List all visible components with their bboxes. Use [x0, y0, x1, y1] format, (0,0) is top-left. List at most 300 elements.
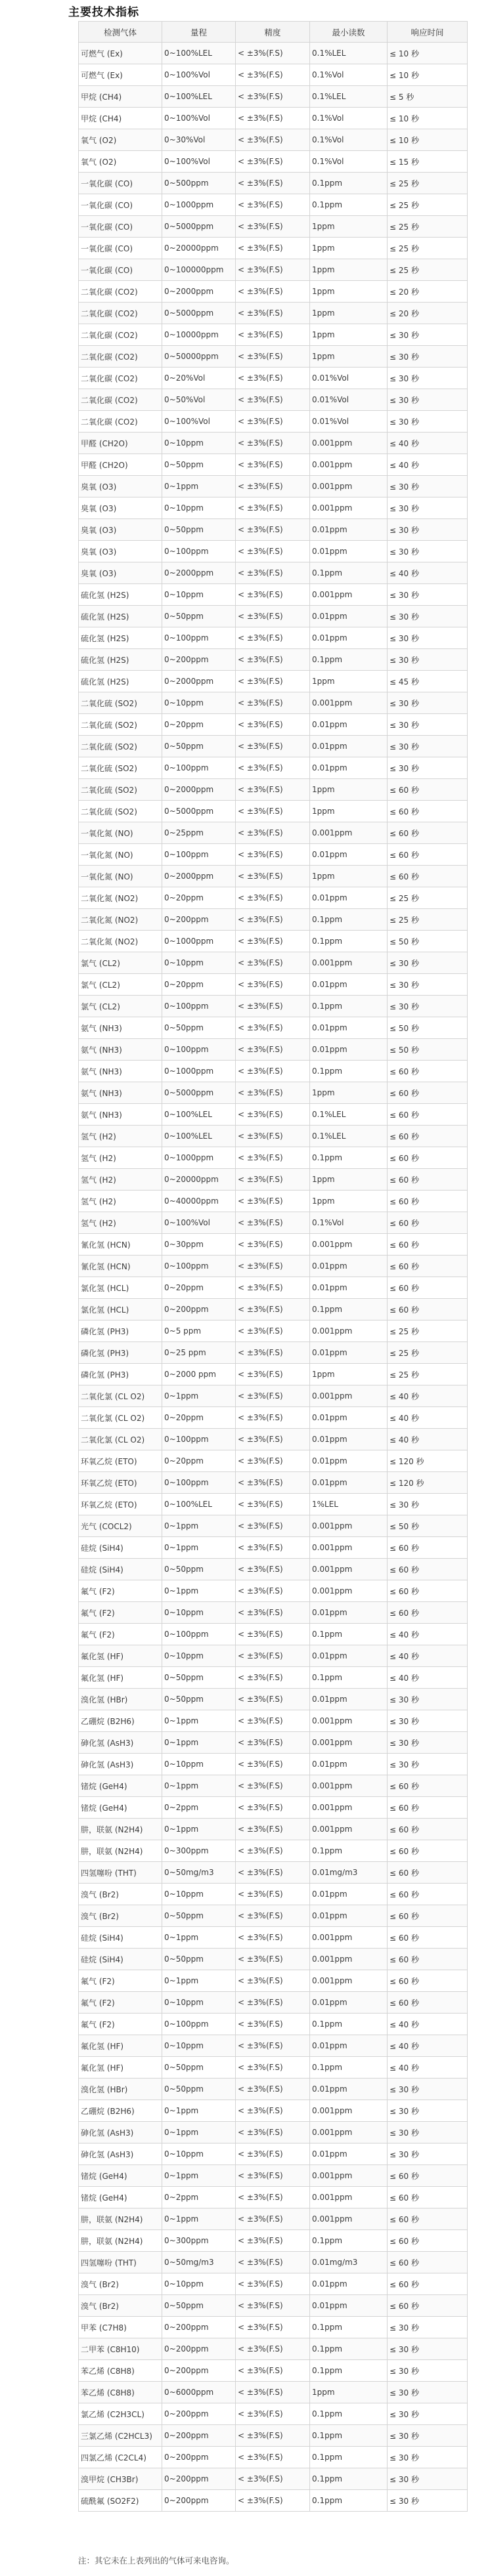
range-cell: 0~50ppm — [162, 1949, 236, 1970]
range-cell: 0~2000ppm — [162, 671, 236, 692]
response-time-cell: ≤ 30 秒 — [388, 368, 468, 389]
range-cell: 0~200ppm — [162, 2425, 236, 2447]
response-time-cell: ≤ 30 秒 — [388, 649, 468, 671]
gas-cell: 甲醛 (CH2O) — [79, 433, 162, 454]
gas-cell: 砷化氢 (AsH3) — [79, 2122, 162, 2143]
accuracy-cell: < ±3%(F.S) — [236, 2100, 310, 2122]
response-time-cell: ≤ 50 秒 — [388, 1515, 468, 1537]
resolution-cell: 1ppm — [310, 216, 388, 238]
range-cell: 0~2ppm — [162, 2187, 236, 2208]
resolution-cell: 0.001ppm — [310, 1775, 388, 1797]
resolution-cell: 1ppm — [310, 1169, 388, 1191]
resolution-cell: 0.1ppm — [310, 649, 388, 671]
accuracy-cell: < ±3%(F.S) — [236, 1472, 310, 1494]
resolution-cell: 0.01ppm — [310, 541, 388, 562]
table-row — [79, 238, 468, 259]
response-time-cell: ≤ 30 秒 — [388, 757, 468, 779]
resolution-cell: 0.001ppm — [310, 1819, 388, 1840]
gas-cell: 硅烷 (SiH4) — [79, 1927, 162, 1949]
gas-cell: 氯化氢 (HCL) — [79, 1277, 162, 1299]
range-cell: 0~40000ppm — [162, 1191, 236, 1212]
response-time-cell: ≤ 60 秒 — [388, 822, 468, 844]
range-cell: 0~30ppm — [162, 1234, 236, 1256]
gas-cell: 四氯乙烯 (C2CL4) — [79, 2447, 162, 2468]
resolution-cell: 0.01ppm — [310, 2295, 388, 2317]
gas-cell: 氯气 (CL2) — [79, 996, 162, 1017]
header-row — [79, 22, 468, 43]
table-row — [79, 1299, 468, 1320]
table-row — [79, 2143, 468, 2165]
accuracy-cell: < ±3%(F.S) — [236, 2425, 310, 2447]
response-time-cell: ≤ 30 秒 — [388, 1754, 468, 1775]
range-cell: 0~200ppm — [162, 2317, 236, 2338]
range-cell: 0~1ppm — [162, 2165, 236, 2187]
response-time-cell: ≤ 60 秒 — [388, 1992, 468, 2014]
response-time-cell: ≤ 30 秒 — [388, 627, 468, 649]
resolution-cell: 0.1%LEL — [310, 86, 388, 108]
table-row — [79, 64, 468, 86]
response-time-cell: ≤ 15 秒 — [388, 151, 468, 173]
gas-cell: 砷化氢 (AsH3) — [79, 1732, 162, 1754]
gas-cell: 二氧化碳 (CO2) — [79, 368, 162, 389]
resolution-cell: 1ppm — [310, 324, 388, 346]
accuracy-cell: < ±3%(F.S) — [236, 194, 310, 216]
table-row — [79, 1450, 468, 1472]
accuracy-cell: < ±3%(F.S) — [236, 562, 310, 584]
resolution-cell: 0.001ppm — [310, 1970, 388, 1992]
resolution-cell: 0.01ppm — [310, 887, 388, 909]
gas-cell: 硫化氢 (H2S) — [79, 671, 162, 692]
accuracy-cell: < ±3%(F.S) — [236, 952, 310, 974]
range-cell: 0~100ppm — [162, 1039, 236, 1061]
resolution-cell: 0.01ppm — [310, 1407, 388, 1429]
table-row — [79, 108, 468, 129]
range-cell: 0~100ppm — [162, 1429, 236, 1450]
table-row — [79, 1927, 468, 1949]
range-cell: 0~100ppm — [162, 1472, 236, 1494]
table-row — [79, 1039, 468, 1061]
range-cell: 0~50%Vol — [162, 389, 236, 411]
range-cell: 0~1ppm — [162, 2208, 236, 2230]
table-row — [79, 1710, 468, 1732]
accuracy-cell: < ±3%(F.S) — [236, 1256, 310, 1277]
range-cell: 0~300ppm — [162, 1840, 236, 1862]
range-cell: 0~10ppm — [162, 2273, 236, 2295]
range-cell: 0~1ppm — [162, 1537, 236, 1559]
table-row — [79, 1819, 468, 1840]
response-time-cell: ≤ 25 秒 — [388, 909, 468, 931]
resolution-cell: 0.1ppm — [310, 2338, 388, 2360]
gas-cell: 乙硼烷 (B2H6) — [79, 1710, 162, 1732]
response-time-cell: ≤ 60 秒 — [388, 1147, 468, 1169]
range-cell: 0~10ppm — [162, 1602, 236, 1624]
response-time-cell: ≤ 30 秒 — [388, 346, 468, 368]
gas-cell: 氟气 (F2) — [79, 1992, 162, 2014]
response-time-cell: ≤ 60 秒 — [388, 779, 468, 801]
resolution-cell: 0.001ppm — [310, 1797, 388, 1819]
table-row — [79, 1104, 468, 1126]
resolution-cell: 0.1%Vol — [310, 129, 388, 151]
response-time-cell: ≤ 30 秒 — [388, 606, 468, 627]
gas-cell: 二氧化硫 (SO2) — [79, 779, 162, 801]
response-time-cell: ≤ 30 秒 — [388, 519, 468, 541]
table-row — [79, 2295, 468, 2317]
gas-cell: 溴气 (Br2) — [79, 2273, 162, 2295]
resolution-cell: 1ppm — [310, 801, 388, 822]
resolution-cell: 0.01ppm — [310, 2143, 388, 2165]
resolution-cell: 0.01ppm — [310, 1645, 388, 1667]
range-cell: 0~200ppm — [162, 2338, 236, 2360]
resolution-cell: 0.1ppm — [310, 1840, 388, 1862]
accuracy-cell: < ±3%(F.S) — [236, 714, 310, 736]
table-row — [79, 194, 468, 216]
resolution-cell: 0.01ppm — [310, 1039, 388, 1061]
gas-cell: 一氧化碳 (CO) — [79, 216, 162, 238]
range-cell: 0~30%Vol — [162, 129, 236, 151]
header-gas: 检测气体 — [79, 22, 162, 43]
table-row — [79, 974, 468, 996]
accuracy-cell: < ±3%(F.S) — [236, 2295, 310, 2317]
accuracy-cell: < ±3%(F.S) — [236, 801, 310, 822]
gas-cell: 二氧化碳 (CO2) — [79, 346, 162, 368]
accuracy-cell: < ±3%(F.S) — [236, 887, 310, 909]
resolution-cell: 0.001ppm — [310, 2187, 388, 2208]
response-time-cell: ≤ 60 秒 — [388, 1212, 468, 1234]
accuracy-cell: < ±3%(F.S) — [236, 1061, 310, 1082]
response-time-cell: ≤ 25 秒 — [388, 1364, 468, 1385]
response-time-cell: ≤ 30 秒 — [388, 324, 468, 346]
table-row — [79, 2425, 468, 2447]
accuracy-cell: < ±3%(F.S) — [236, 1537, 310, 1559]
response-time-cell: ≤ 30 秒 — [388, 1710, 468, 1732]
accuracy-cell: < ±3%(F.S) — [236, 2490, 310, 2512]
range-cell: 0~10ppm — [162, 584, 236, 606]
accuracy-cell: < ±3%(F.S) — [236, 2208, 310, 2230]
response-time-cell: ≤ 30 秒 — [388, 736, 468, 757]
response-time-cell: ≤ 30 秒 — [388, 996, 468, 1017]
range-cell: 0~20ppm — [162, 1407, 236, 1429]
response-time-cell: ≤ 40 秒 — [388, 2014, 468, 2035]
resolution-cell: 0.001ppm — [310, 1949, 388, 1970]
accuracy-cell: < ±3%(F.S) — [236, 476, 310, 497]
resolution-cell: 0.001ppm — [310, 2100, 388, 2122]
accuracy-cell: < ±3%(F.S) — [236, 671, 310, 692]
response-time-cell: ≤ 25 秒 — [388, 259, 468, 281]
accuracy-cell: < ±3%(F.S) — [236, 1819, 310, 1840]
table-row — [79, 259, 468, 281]
table-row — [79, 1061, 468, 1082]
gas-cell: 氢气 (H2) — [79, 1169, 162, 1191]
accuracy-cell: < ±3%(F.S) — [236, 259, 310, 281]
gas-cell: 氢气 (H2) — [79, 1191, 162, 1212]
range-cell: 0~1ppm — [162, 2100, 236, 2122]
table-row — [79, 671, 468, 692]
accuracy-cell: < ±3%(F.S) — [236, 86, 310, 108]
range-cell: 0~10ppm — [162, 2143, 236, 2165]
resolution-cell: 0.01ppm — [310, 1689, 388, 1710]
response-time-cell: ≤ 120 秒 — [388, 1450, 468, 1472]
table-row — [79, 216, 468, 238]
range-cell: 0~50ppm — [162, 2079, 236, 2100]
response-time-cell: ≤ 30 秒 — [388, 411, 468, 433]
gas-cell: 肼，联氨 (N2H4) — [79, 2230, 162, 2252]
range-cell: 0~10ppm — [162, 1754, 236, 1775]
range-cell: 0~300ppm — [162, 2230, 236, 2252]
range-cell: 0~100%LEL — [162, 1494, 236, 1515]
table-row — [79, 844, 468, 866]
accuracy-cell: < ±3%(F.S) — [236, 1277, 310, 1299]
gas-cell: 氟化氢 (HF) — [79, 2035, 162, 2057]
resolution-cell: 0.01ppm — [310, 1450, 388, 1472]
response-time-cell: ≤ 60 秒 — [388, 2295, 468, 2317]
resolution-cell: 0.1%Vol — [310, 151, 388, 173]
response-time-cell: ≤ 30 秒 — [388, 2338, 468, 2360]
resolution-cell: 0.001ppm — [310, 433, 388, 454]
gas-cell: 二氧化氯 (CL O2) — [79, 1385, 162, 1407]
gas-cell: 氯乙烯 (C2H3CL) — [79, 2403, 162, 2425]
resolution-cell: 0.1%Vol — [310, 108, 388, 129]
accuracy-cell: < ±3%(F.S) — [236, 1017, 310, 1039]
range-cell: 0~50ppm — [162, 1559, 236, 1580]
accuracy-cell: < ±3%(F.S) — [236, 281, 310, 303]
resolution-cell: 0.001ppm — [310, 1320, 388, 1342]
resolution-cell: 0.01ppm — [310, 2035, 388, 2057]
gas-cell: 氟化氢 (HF) — [79, 2057, 162, 2079]
range-cell: 0~2000 ppm — [162, 1364, 236, 1385]
accuracy-cell: < ±3%(F.S) — [236, 389, 310, 411]
table-row — [79, 281, 468, 303]
table-row — [79, 1429, 468, 1450]
accuracy-cell: < ±3%(F.S) — [236, 368, 310, 389]
range-cell: 0~500ppm — [162, 173, 236, 194]
gas-cell: 二氧化氯 (CL O2) — [79, 1429, 162, 1450]
accuracy-cell: < ±3%(F.S) — [236, 1949, 310, 1970]
gas-cell: 硫化氢 (H2S) — [79, 627, 162, 649]
response-time-cell: ≤ 40 秒 — [388, 454, 468, 476]
range-cell: 0~100ppm — [162, 2014, 236, 2035]
response-time-cell: ≤ 25 秒 — [388, 1320, 468, 1342]
gas-cell: 溴化氢 (HBr) — [79, 1689, 162, 1710]
gas-cell: 氨气 (NH3) — [79, 1082, 162, 1104]
accuracy-cell: < ±3%(F.S) — [236, 1234, 310, 1256]
gas-cell: 硅烷 (SiH4) — [79, 1537, 162, 1559]
range-cell: 0~1ppm — [162, 1819, 236, 1840]
gas-cell: 磷化氢 (PH3) — [79, 1342, 162, 1364]
table-row — [79, 43, 468, 64]
gas-cell: 臭氧 (O3) — [79, 519, 162, 541]
spec-table-body — [79, 43, 468, 2512]
range-cell: 0~1ppm — [162, 476, 236, 497]
range-cell: 0~5000ppm — [162, 801, 236, 822]
gas-cell: 氟化氢 (HF) — [79, 1645, 162, 1667]
accuracy-cell: < ±3%(F.S) — [236, 1299, 310, 1320]
accuracy-cell: < ±3%(F.S) — [236, 1624, 310, 1645]
resolution-cell: 0.01%Vol — [310, 368, 388, 389]
table-row — [79, 497, 468, 519]
resolution-cell: 0.01ppm — [310, 1602, 388, 1624]
gas-cell: 二氧化氮 (NO2) — [79, 931, 162, 952]
range-cell: 0~1ppm — [162, 1970, 236, 1992]
table-row — [79, 368, 468, 389]
range-cell: 0~5000ppm — [162, 216, 236, 238]
resolution-cell: 0.01ppm — [310, 1754, 388, 1775]
range-cell: 0~1ppm — [162, 1580, 236, 1602]
table-row — [79, 2468, 468, 2490]
table-row — [79, 86, 468, 108]
resolution-cell: 0.1ppm — [310, 1667, 388, 1689]
accuracy-cell: < ±3%(F.S) — [236, 519, 310, 541]
range-cell: 0~100%LEL — [162, 1126, 236, 1147]
response-time-cell: ≤ 30 秒 — [388, 2143, 468, 2165]
gas-cell: 溴气 (Br2) — [79, 1884, 162, 1905]
table-row — [79, 1147, 468, 1169]
resolution-cell: 1ppm — [310, 259, 388, 281]
response-time-cell: ≤ 50 秒 — [388, 1039, 468, 1061]
table-row — [79, 692, 468, 714]
table-row — [79, 627, 468, 649]
range-cell: 0~5 ppm — [162, 1320, 236, 1342]
range-cell: 0~10000ppm — [162, 324, 236, 346]
accuracy-cell: < ±3%(F.S) — [236, 454, 310, 476]
range-cell: 0~200ppm — [162, 2490, 236, 2512]
accuracy-cell: < ±3%(F.S) — [236, 1320, 310, 1342]
range-cell: 0~50mg/m3 — [162, 1862, 236, 1884]
range-cell: 0~1000ppm — [162, 1147, 236, 1169]
resolution-cell: 0.001ppm — [310, 497, 388, 519]
accuracy-cell: < ±3%(F.S) — [236, 1126, 310, 1147]
range-cell: 0~1ppm — [162, 1927, 236, 1949]
range-cell: 0~5000ppm — [162, 1082, 236, 1104]
resolution-cell: 0.001ppm — [310, 952, 388, 974]
response-time-cell: ≤ 25 秒 — [388, 887, 468, 909]
response-time-cell: ≤ 60 秒 — [388, 1234, 468, 1256]
gas-cell: 氰化氢 (HCN) — [79, 1256, 162, 1277]
table-row — [79, 1277, 468, 1299]
gas-cell: 硅烷 (SiH4) — [79, 1559, 162, 1580]
range-cell: 0~50ppm — [162, 2057, 236, 2079]
response-time-cell: ≤ 30 秒 — [388, 1689, 468, 1710]
response-time-cell: ≤ 60 秒 — [388, 1949, 468, 1970]
accuracy-cell: < ±3%(F.S) — [236, 692, 310, 714]
accuracy-cell: < ±3%(F.S) — [236, 1364, 310, 1385]
resolution-cell: 0.001ppm — [310, 1927, 388, 1949]
resolution-cell: 0.1ppm — [310, 194, 388, 216]
table-row — [79, 649, 468, 671]
gas-cell: 二氧化氮 (NO2) — [79, 887, 162, 909]
accuracy-cell: < ±3%(F.S) — [236, 1407, 310, 1429]
range-cell: 0~100000ppm — [162, 259, 236, 281]
table-row — [79, 303, 468, 324]
range-cell: 0~10ppm — [162, 1884, 236, 1905]
response-time-cell: ≤ 25 秒 — [388, 173, 468, 194]
accuracy-cell: < ±3%(F.S) — [236, 2122, 310, 2143]
table-row — [79, 606, 468, 627]
table-row — [79, 2252, 468, 2273]
gas-cell: 一氧化碳 (CO) — [79, 259, 162, 281]
table-row — [79, 324, 468, 346]
response-time-cell: ≤ 30 秒 — [388, 2122, 468, 2143]
table-row — [79, 801, 468, 822]
resolution-cell: 0.1ppm — [310, 1147, 388, 1169]
accuracy-cell: < ±3%(F.S) — [236, 1602, 310, 1624]
accuracy-cell: < ±3%(F.S) — [236, 1689, 310, 1710]
response-time-cell: ≤ 30 秒 — [388, 692, 468, 714]
range-cell: 0~1ppm — [162, 1775, 236, 1797]
resolution-cell: 1%LEL — [310, 1494, 388, 1515]
accuracy-cell: < ±3%(F.S) — [236, 1494, 310, 1515]
response-time-cell: ≤ 40 秒 — [388, 562, 468, 584]
response-time-cell: ≤ 45 秒 — [388, 671, 468, 692]
range-cell: 0~100%LEL — [162, 43, 236, 64]
accuracy-cell: < ±3%(F.S) — [236, 1039, 310, 1061]
resolution-cell: 0.01ppm — [310, 519, 388, 541]
response-time-cell: ≤ 40 秒 — [388, 433, 468, 454]
resolution-cell: 0.001ppm — [310, 1710, 388, 1732]
accuracy-cell: < ±3%(F.S) — [236, 996, 310, 1017]
gas-cell: 臭氧 (O3) — [79, 541, 162, 562]
resolution-cell: 0.01ppm — [310, 1905, 388, 1927]
range-cell: 0~10ppm — [162, 1992, 236, 2014]
accuracy-cell: < ±3%(F.S) — [236, 1667, 310, 1689]
accuracy-cell: < ±3%(F.S) — [236, 736, 310, 757]
gas-cell: 硫酰氟 (SO2F2) — [79, 2490, 162, 2512]
accuracy-cell: < ±3%(F.S) — [236, 108, 310, 129]
accuracy-cell: < ±3%(F.S) — [236, 2468, 310, 2490]
resolution-cell: 0.1%Vol — [310, 1212, 388, 1234]
table-row — [79, 887, 468, 909]
gas-cell: 氨气 (NH3) — [79, 1017, 162, 1039]
resolution-cell: 0.01ppm — [310, 606, 388, 627]
resolution-cell: 0.01ppm — [310, 1256, 388, 1277]
gas-cell: 臭氧 (O3) — [79, 562, 162, 584]
response-time-cell: ≤ 50 秒 — [388, 1017, 468, 1039]
gas-cell: 磷化氢 (PH3) — [79, 1364, 162, 1385]
accuracy-cell: < ±3%(F.S) — [236, 303, 310, 324]
range-cell: 0~100ppm — [162, 541, 236, 562]
gas-cell: 苯乙烯 (C8H8) — [79, 2382, 162, 2403]
gas-cell: 可燃气 (Ex) — [79, 64, 162, 86]
table-row — [79, 2079, 468, 2100]
range-cell: 0~100%Vol — [162, 64, 236, 86]
table-row — [79, 173, 468, 194]
range-cell: 0~50ppm — [162, 454, 236, 476]
table-row — [79, 1624, 468, 1645]
accuracy-cell: < ±3%(F.S) — [236, 346, 310, 368]
range-cell: 0~200ppm — [162, 649, 236, 671]
response-time-cell: ≤ 60 秒 — [388, 1819, 468, 1840]
response-time-cell: ≤ 120 秒 — [388, 1472, 468, 1494]
gas-cell: 甲烷 (CH4) — [79, 86, 162, 108]
table-row — [79, 1840, 468, 1862]
table-row — [79, 996, 468, 1017]
range-cell: 0~10ppm — [162, 433, 236, 454]
response-time-cell: ≤ 10 秒 — [388, 64, 468, 86]
resolution-cell: 0.01%Vol — [310, 411, 388, 433]
accuracy-cell: < ±3%(F.S) — [236, 2403, 310, 2425]
response-time-cell: ≤ 60 秒 — [388, 1277, 468, 1299]
response-time-cell: ≤ 30 秒 — [388, 952, 468, 974]
gas-cell: 磷化氢 (PH3) — [79, 1320, 162, 1342]
gas-cell: 氧气 (O2) — [79, 129, 162, 151]
resolution-cell: 0.001ppm — [310, 822, 388, 844]
accuracy-cell: < ±3%(F.S) — [236, 497, 310, 519]
gas-cell: 硅烷 (SiH4) — [79, 1949, 162, 1970]
accuracy-cell: < ±3%(F.S) — [236, 1732, 310, 1754]
response-time-cell: ≤ 60 秒 — [388, 2165, 468, 2187]
resolution-cell: 1ppm — [310, 2382, 388, 2403]
gas-cell: 氢气 (H2) — [79, 1126, 162, 1147]
accuracy-cell: < ±3%(F.S) — [236, 606, 310, 627]
